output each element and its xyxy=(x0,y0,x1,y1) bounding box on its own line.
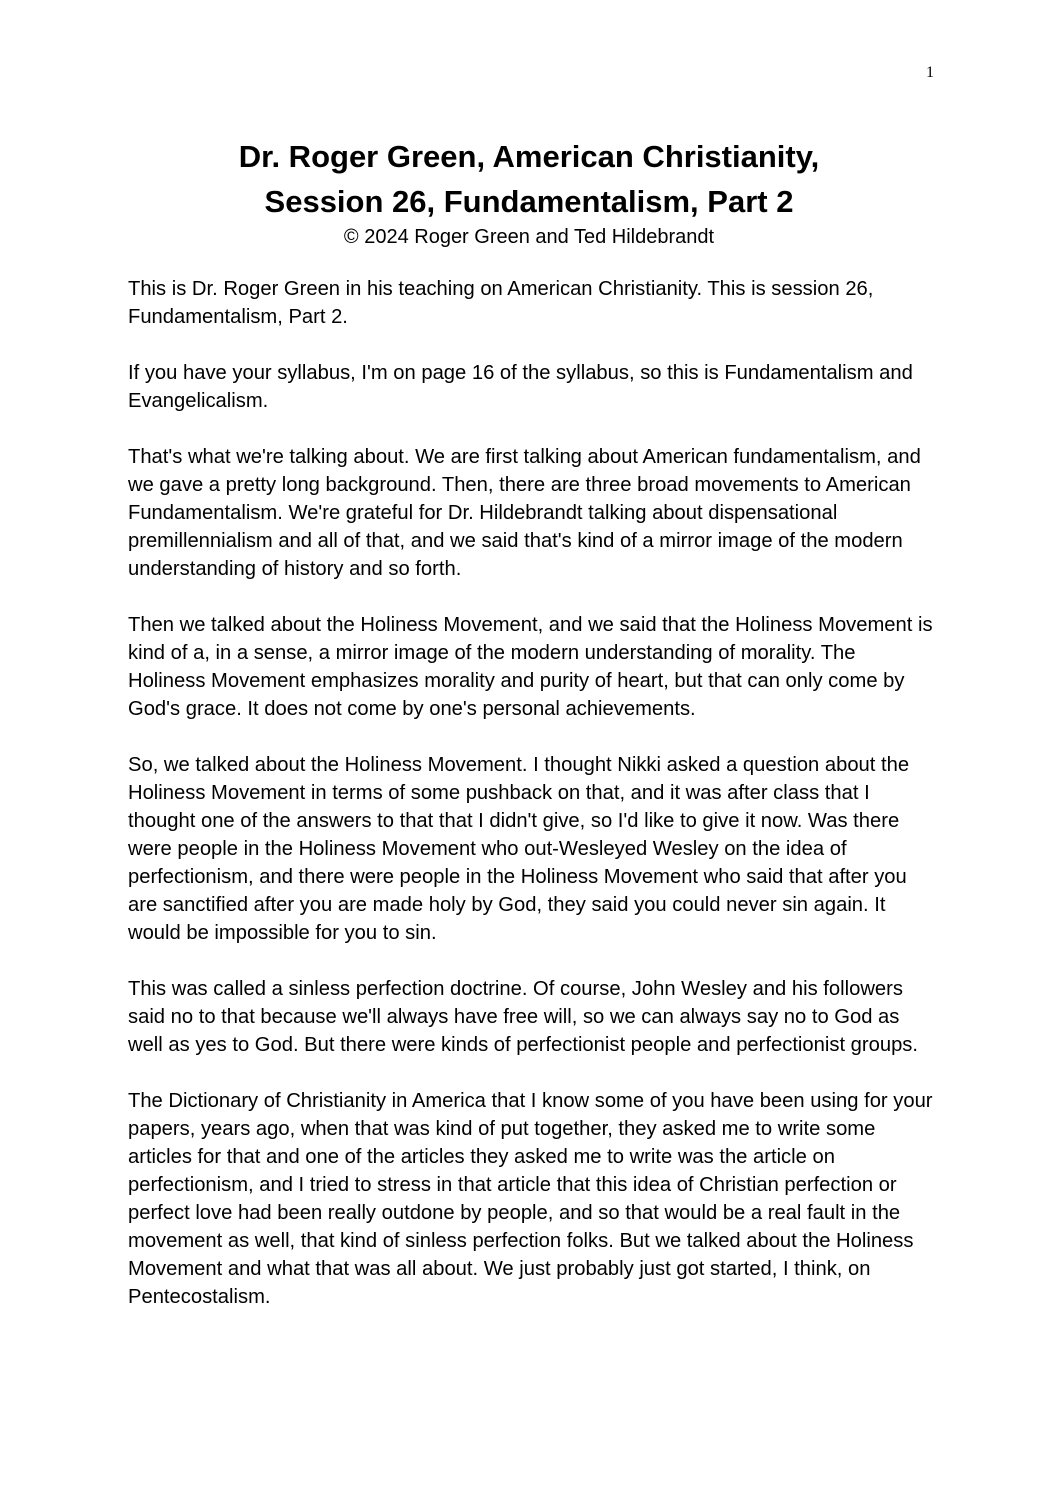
document-title-line-1: Dr. Roger Green, American Christianity, xyxy=(238,139,820,174)
paragraph: This is Dr. Roger Green in his teaching on American Christianity. This is session 26, Fundamentalism, Part 2. xyxy=(128,278,874,328)
document-header xyxy=(0,134,1058,250)
paragraph: This was called a sinless perfection doctrine. Of course, John Wesley and his followers said no to that because we'll always have free will, so we can always say no to God as well as yes to God. But there were kinds of perfectionist people and perfectionist groups. xyxy=(128,978,918,1056)
paragraph: If you have your syllabus, I'm on page 16 of the syllabus, so this is Fundamentalism and Evangelicalism. xyxy=(128,362,913,412)
paragraph: Then we talked about the Holiness Movement, and we said that the Holiness Movement is kind of a, in a sense, a mirror image of the modern understanding of morality. The Holiness Movement emphasizes morality and purity of heart, but that can only come by God's grace. It does not come by one's personal achievements. xyxy=(128,614,933,720)
paragraph: The Dictionary of Christianity in America that I know some of you have been using for your papers, years ago, when that was kind of put together, they asked me to write some articles for that and one of the articles they asked me to write was the article on perfectionism, and I tried to stress in that article that this idea of Christian perfection or perfect love had been really outdone by people, and so that would be a real fault in the movement as well, that kind of sinless perfection folks. But we talked about the Holiness Movement and what that was all about. We just probably just got started, I think, on Pentecostalism. xyxy=(128,1090,933,1308)
document-title-line-2: Session 26, Fundamentalism, Part 2 xyxy=(264,184,794,219)
paragraph: That's what we're talking about. We are first talking about American fundamentalism, and we gave a pretty long background. Then, there are three broad movements to American Fundamentalism. We're grateful for Dr. Hildebrandt talking about dispensational premillennialism and all of that, and we said that's kind of a mirror image of the modern understanding of history and so forth. xyxy=(128,446,921,580)
paragraph: So, we talked about the Holiness Movement. I thought Nikki asked a question about the Holiness Movement in terms of some pushback on that, and it was after class that I thought one of the answers to that that I didn't give, so I'd like to give it now. Was there were people in the Holiness Movement who out-Wesleyed Wesley on the idea of perfectionism, and there were people in the Holiness Movement who said that after you are sanctified after you are made holy by God, they said you could never sin again. It would be impossible for you to sin. xyxy=(128,754,910,944)
page-number: 1 xyxy=(926,64,934,81)
copyright-notice: © 2024 Roger Green and Ted Hildebrandt xyxy=(343,226,715,248)
document-body xyxy=(128,275,934,1339)
